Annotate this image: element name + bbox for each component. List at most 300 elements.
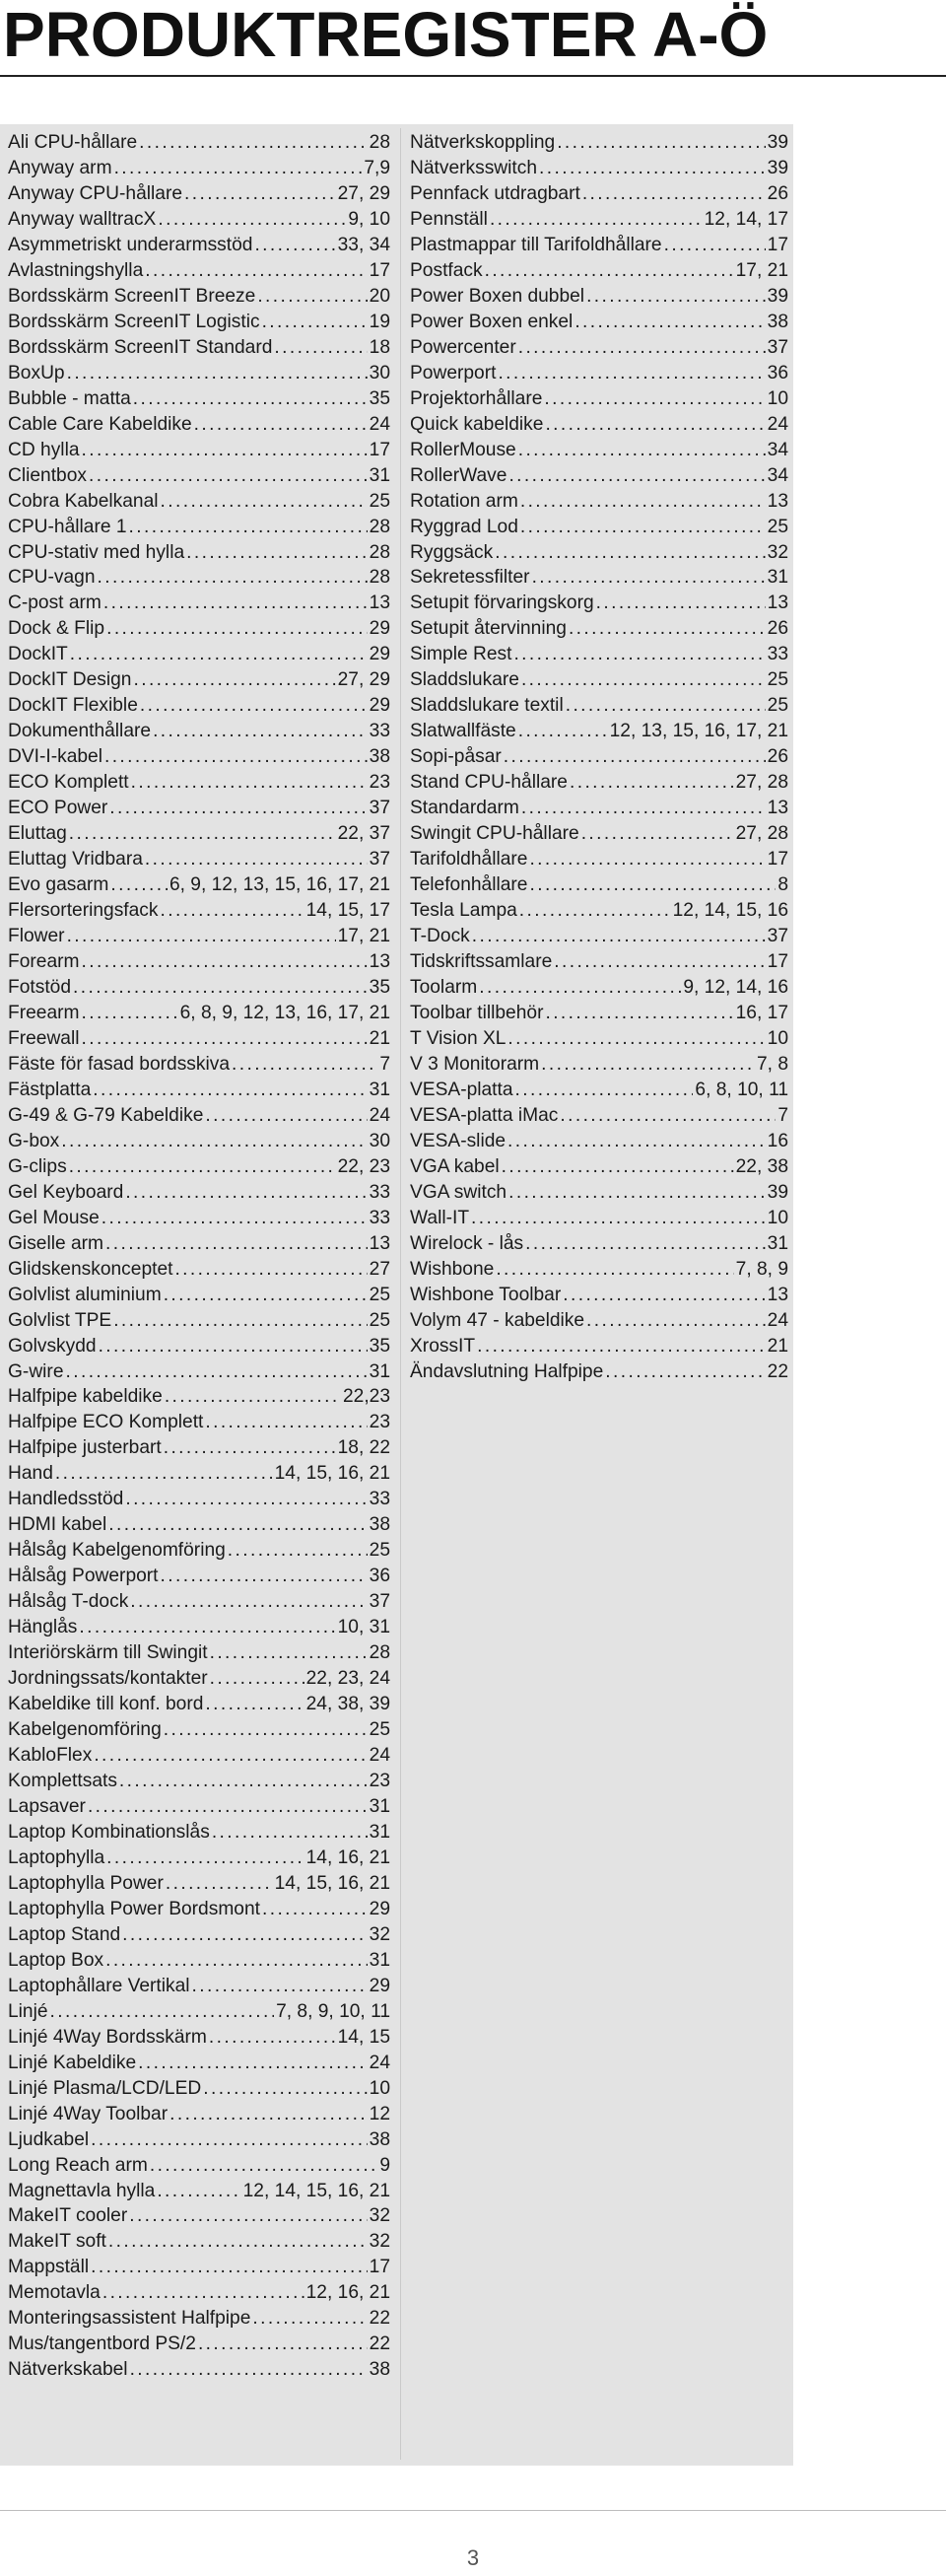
dot-leader xyxy=(114,156,363,181)
dot-leader xyxy=(125,1487,367,1512)
index-entry-pages: 33, 34 xyxy=(337,234,390,255)
index-entry-name: VGA kabel xyxy=(410,1155,500,1177)
dot-leader xyxy=(205,1410,367,1435)
index-entry xyxy=(8,821,390,847)
index-entry-pages: 22 xyxy=(369,2333,390,2355)
index-entry-name: Nätverksswitch xyxy=(410,157,538,178)
index-entry-name: Power Boxen enkel xyxy=(410,311,574,332)
dot-leader xyxy=(490,207,703,233)
index-entry-pages: 38 xyxy=(369,2359,390,2381)
dot-leader xyxy=(106,616,368,642)
index-entry xyxy=(8,1129,390,1154)
dot-leader xyxy=(582,181,766,207)
index-entry-pages: 17 xyxy=(369,259,390,281)
index-entry xyxy=(410,591,788,616)
dot-leader xyxy=(157,2179,240,2204)
index-entry-name: G-clips xyxy=(8,1155,67,1177)
index-entry-name: Ljudkabel xyxy=(8,2128,90,2150)
footer-rule xyxy=(0,2510,946,2511)
index-entry-name: Laptophylla Power xyxy=(8,1872,164,1894)
index-entry xyxy=(8,2229,390,2255)
index-entry-name: Laptop Kombinationslås xyxy=(8,1821,210,1843)
dot-leader xyxy=(508,463,765,489)
index-entry-pages: 37 xyxy=(767,926,788,947)
index-entry-pages: 24 xyxy=(767,413,788,435)
index-entry-name: Ali CPU-hållare xyxy=(8,132,138,153)
index-entry-name: Wishbone Toolbar xyxy=(410,1284,562,1305)
index-entry xyxy=(410,233,788,258)
index-entry xyxy=(8,463,390,489)
dot-leader xyxy=(82,1001,178,1026)
dot-leader xyxy=(262,1897,368,1922)
index-entry-pages: 29 xyxy=(369,1975,390,1996)
index-entry xyxy=(410,540,788,566)
dot-leader xyxy=(544,386,765,412)
index-entry-pages: 18 xyxy=(369,336,390,358)
index-entry-name: DockIT Design xyxy=(8,669,132,691)
index-entry-name: Sladdslukare textil xyxy=(410,695,564,717)
page-number: 3 xyxy=(466,2545,480,2570)
index-entry-name: Monteringsassistent Halfpipe xyxy=(8,2308,251,2330)
index-entry-name: Cobra Kabelkanal xyxy=(8,490,159,512)
index-entry-pages: 14, 15 xyxy=(337,2026,390,2048)
index-entry xyxy=(410,1231,788,1257)
dot-leader xyxy=(70,642,368,667)
index-entry xyxy=(8,770,390,796)
index-entry-pages: 6, 9, 12, 13, 15, 16, 17, 21 xyxy=(169,874,390,896)
dot-leader xyxy=(145,847,368,872)
index-entry-name: Golvlist TPE xyxy=(8,1309,112,1331)
index-entry xyxy=(410,1359,788,1385)
index-entry-pages: 38 xyxy=(369,746,390,768)
dot-leader xyxy=(596,591,766,616)
dot-leader xyxy=(477,1334,766,1359)
index-entry-pages: 25 xyxy=(369,1719,390,1741)
dot-leader xyxy=(145,258,367,284)
index-entry-name: BoxUp xyxy=(8,362,65,383)
dot-leader xyxy=(153,719,368,744)
index-entry-name: G-49 & G-79 Kabeldike xyxy=(8,1104,204,1126)
dot-leader xyxy=(515,1078,694,1103)
index-entry-name: Linjé xyxy=(8,2000,48,2022)
index-entry xyxy=(410,361,788,386)
index-entry-pages: 22, 37 xyxy=(337,823,390,845)
dot-leader xyxy=(103,591,368,616)
dot-leader xyxy=(586,1308,766,1334)
index-entry-name: Flower xyxy=(8,926,65,947)
index-entry xyxy=(8,1564,390,1589)
index-entry-pages: 27, 29 xyxy=(337,669,390,691)
dot-leader xyxy=(108,1512,367,1538)
dot-leader xyxy=(66,1359,368,1385)
index-entry xyxy=(8,1820,390,1845)
index-entry-name: Ryggrad Lod xyxy=(410,516,518,537)
index-entry xyxy=(410,181,788,207)
index-entry-pages: 17 xyxy=(369,2257,390,2278)
index-entry-name: Hänglås xyxy=(8,1617,78,1638)
index-entry-name: Sekretessfilter xyxy=(410,567,530,589)
index-entry-name: ECO Power xyxy=(8,798,108,819)
dot-leader xyxy=(82,438,368,463)
index-entry xyxy=(410,821,788,847)
dot-leader xyxy=(520,489,766,515)
index-entry-pages: 31 xyxy=(369,1821,390,1843)
dot-leader xyxy=(198,2332,368,2357)
index-entry xyxy=(8,693,390,719)
dot-leader xyxy=(101,1206,368,1231)
index-entry-name: Flersorteringsfack xyxy=(8,900,159,922)
index-entry xyxy=(8,667,390,693)
index-entry-pages: 9, 12, 14, 16 xyxy=(683,976,788,998)
index-entry xyxy=(8,1206,390,1231)
index-entry-pages: 13 xyxy=(767,592,788,614)
index-entry xyxy=(8,284,390,310)
index-entry xyxy=(8,616,390,642)
dot-leader xyxy=(79,1615,335,1640)
dot-leader xyxy=(566,693,766,719)
index-entry-pages: 12, 14, 15, 16, 21 xyxy=(242,2180,390,2201)
index-entry-pages: 24 xyxy=(767,1309,788,1331)
dot-leader xyxy=(274,335,367,361)
dot-leader xyxy=(161,1564,368,1589)
dot-leader xyxy=(122,1922,367,1948)
index-entry-name: Telefonhållare xyxy=(410,874,528,896)
index-entry xyxy=(8,515,390,540)
index-entry-name: Toolarm xyxy=(410,976,478,998)
dot-leader xyxy=(605,1359,765,1385)
dot-leader xyxy=(186,540,368,566)
index-entry-name: Golvskydd xyxy=(8,1335,97,1357)
index-entry xyxy=(410,1180,788,1206)
dot-leader xyxy=(125,1180,367,1206)
index-entry-pages: 24 xyxy=(369,1104,390,1126)
index-entry-name: Wall-IT xyxy=(410,1207,470,1228)
index-entry-name: Kabeldike till konf. bord xyxy=(8,1694,204,1715)
index-entry-name: CD hylla xyxy=(8,439,80,460)
dot-leader xyxy=(586,284,766,310)
index-entry-pages: 18, 22 xyxy=(337,1437,390,1459)
index-entry xyxy=(8,1999,390,2025)
index-entry xyxy=(8,2203,390,2229)
index-entry xyxy=(8,2332,390,2357)
index-entry xyxy=(410,847,788,872)
index-entry xyxy=(410,642,788,667)
dot-leader xyxy=(89,463,368,489)
index-entry xyxy=(410,1154,788,1180)
index-entry xyxy=(8,949,390,975)
index-entry xyxy=(8,1538,390,1564)
dot-leader xyxy=(164,1283,368,1308)
index-entry xyxy=(8,438,390,463)
index-entry-pages: 38 xyxy=(369,2128,390,2150)
dot-leader xyxy=(61,1129,367,1154)
dot-leader xyxy=(203,2076,367,2102)
dot-leader xyxy=(98,565,368,591)
index-entry-name: Interiörskärm till Swingit xyxy=(8,1642,208,1664)
index-entry-pages: 13 xyxy=(369,592,390,614)
index-entry-pages: 9 xyxy=(379,2154,390,2176)
index-entry xyxy=(8,1026,390,1052)
index-entry-pages: 30 xyxy=(369,362,390,383)
dot-leader xyxy=(228,1538,368,1564)
index-entry xyxy=(8,847,390,872)
dot-leader xyxy=(212,1820,368,1845)
index-entry xyxy=(8,1461,390,1487)
index-entry-name: Laptop Stand xyxy=(8,1923,121,1945)
index-entry-pages: 17, 21 xyxy=(337,926,390,947)
dot-leader xyxy=(110,872,168,898)
index-entry-name: C-post arm xyxy=(8,592,101,614)
dot-leader xyxy=(504,744,766,770)
index-entry-pages: 35 xyxy=(369,387,390,409)
index-entry xyxy=(410,616,788,642)
index-entry-pages: 32 xyxy=(767,541,788,563)
index-entry-name: T Vision XL xyxy=(410,1027,507,1049)
index-entry-name: Hålsåg T-dock xyxy=(8,1591,129,1613)
dot-leader xyxy=(140,693,368,719)
index-entry-name: Rotation arm xyxy=(410,490,518,512)
index-entry-name: Lapsaver xyxy=(8,1795,86,1817)
dot-leader xyxy=(133,386,368,412)
index-entry-pages: 36 xyxy=(767,362,788,383)
index-entry-name: Tarifoldhållare xyxy=(410,849,528,870)
index-entry xyxy=(8,207,390,233)
index-entry-pages: 14, 15, 16, 21 xyxy=(274,1463,390,1485)
index-entry xyxy=(410,1257,788,1283)
dot-leader xyxy=(166,1871,273,1897)
index-entry-pages: 31 xyxy=(369,1079,390,1100)
index-entry-name: Gel Mouse xyxy=(8,1207,100,1228)
dot-leader xyxy=(574,310,765,335)
index-entry xyxy=(410,130,788,156)
index-entry-pages: 22 xyxy=(767,1360,788,1382)
index-entry-name: Fästplatta xyxy=(8,1079,92,1100)
index-entry-pages: 28 xyxy=(369,567,390,589)
index-entry-name: CPU-hållare 1 xyxy=(8,516,127,537)
index-entry-pages: 25 xyxy=(369,1540,390,1562)
index-entry-name: Projektorhållare xyxy=(410,387,543,409)
index-entry-name: DockIT xyxy=(8,644,68,665)
index-entry-pages: 21 xyxy=(369,1027,390,1049)
dot-leader xyxy=(184,181,336,207)
index-entry xyxy=(410,1283,788,1308)
index-entry-name: VESA-platta iMac xyxy=(410,1104,559,1126)
index-entry-name: Linjé 4Way Toolbar xyxy=(8,2103,169,2124)
dot-leader xyxy=(252,2306,367,2332)
index-entry-pages: 10 xyxy=(767,1207,788,1228)
index-entry-pages: 25 xyxy=(767,669,788,691)
index-entry-pages: 28 xyxy=(369,132,390,153)
index-entry xyxy=(8,1743,390,1769)
dot-leader xyxy=(532,565,766,591)
index-entry-name: ECO Komplett xyxy=(8,772,129,794)
index-entry-name: MakeIT cooler xyxy=(8,2205,128,2227)
dot-leader xyxy=(50,1999,275,2025)
index-entry-pages: 13 xyxy=(767,798,788,819)
index-entry xyxy=(8,1052,390,1078)
index-entry xyxy=(8,2179,390,2204)
index-entry-pages: 22,23 xyxy=(342,1386,390,1408)
index-entry-pages: 22, 23 xyxy=(337,1155,390,1177)
dot-leader xyxy=(138,2051,368,2076)
dot-leader xyxy=(113,1308,367,1334)
dot-leader xyxy=(498,361,765,386)
index-entry-name: Linjé Kabeldike xyxy=(8,2052,137,2073)
dot-leader xyxy=(262,310,368,335)
index-entry-pages: 37 xyxy=(369,798,390,819)
index-column-right xyxy=(410,130,788,1384)
index-entry xyxy=(8,924,390,949)
index-column-left xyxy=(8,130,390,2383)
dot-leader xyxy=(232,1052,377,1078)
index-entry xyxy=(8,156,390,181)
index-entry-pages: 23 xyxy=(369,772,390,794)
index-entry-name: Halfpipe ECO Komplett xyxy=(8,1412,204,1433)
index-entry-name: Bordsskärm ScreenIT Breeze xyxy=(8,285,256,307)
index-entry xyxy=(410,770,788,796)
index-entry xyxy=(410,258,788,284)
index-entry-name: Eluttag xyxy=(8,823,67,845)
dot-leader xyxy=(194,412,368,438)
index-entry-pages: 7, 8, 9 xyxy=(735,1258,788,1280)
index-entry-pages: 12, 14, 15, 16 xyxy=(672,900,788,922)
index-entry xyxy=(410,949,788,975)
index-entry-pages: 39 xyxy=(767,157,788,178)
dot-leader xyxy=(129,2203,367,2229)
index-entry xyxy=(8,181,390,207)
index-entry-name: Gel Keyboard xyxy=(8,1181,124,1203)
index-entry xyxy=(8,1948,390,1974)
index-entry-name: Stand CPU-hållare xyxy=(410,772,568,794)
dot-leader xyxy=(108,2229,368,2255)
index-entry-pages: 10, 31 xyxy=(337,1617,390,1638)
dot-leader xyxy=(205,1103,367,1129)
index-entry-pages: 34 xyxy=(767,464,788,486)
dot-leader xyxy=(119,1769,368,1794)
dot-leader xyxy=(150,2153,377,2179)
dot-leader xyxy=(69,821,336,847)
index-entry xyxy=(410,693,788,719)
index-entry xyxy=(410,412,788,438)
dot-leader xyxy=(563,1283,765,1308)
index-entry-pages: 31 xyxy=(369,1949,390,1971)
index-entry-name: G-wire xyxy=(8,1360,64,1382)
index-entry xyxy=(410,1308,788,1334)
index-entry-name: Bubble - matta xyxy=(8,387,131,409)
index-entry-pages: 30 xyxy=(369,1130,390,1151)
index-entry xyxy=(8,1922,390,1948)
index-entry-name: DockIT Flexible xyxy=(8,695,138,717)
index-entry-pages: 25 xyxy=(767,516,788,537)
index-entry-pages: 6, 8, 9, 12, 13, 16, 17, 21 xyxy=(179,1002,390,1023)
column-divider xyxy=(400,128,401,2460)
index-entry-name: MakeIT soft xyxy=(8,2231,106,2253)
dot-leader xyxy=(557,130,765,156)
index-entry-pages: 24 xyxy=(369,1745,390,1767)
index-entry-name: Hålsåg Powerport xyxy=(8,1566,159,1587)
index-entry xyxy=(410,719,788,744)
index-entry-pages: 35 xyxy=(369,1335,390,1357)
index-entry xyxy=(8,1974,390,1999)
index-entry-pages: 25 xyxy=(369,1284,390,1305)
index-entry-pages: 28 xyxy=(369,1642,390,1664)
index-entry xyxy=(8,1001,390,1026)
index-entry xyxy=(8,1487,390,1512)
dot-leader xyxy=(471,1206,766,1231)
dot-leader xyxy=(569,616,766,642)
index-entry-pages: 33 xyxy=(369,1207,390,1228)
index-entry xyxy=(410,489,788,515)
index-entry-name: T-Dock xyxy=(410,926,470,947)
index-entry-pages: 20 xyxy=(369,285,390,307)
index-entry xyxy=(410,898,788,924)
index-entry-pages: 14, 15, 16, 21 xyxy=(274,1872,390,1894)
dot-leader xyxy=(160,898,304,924)
dot-leader xyxy=(94,1743,367,1769)
index-entry xyxy=(8,565,390,591)
dot-leader xyxy=(257,284,367,310)
index-entry xyxy=(8,2025,390,2051)
dot-leader xyxy=(513,642,765,667)
index-entry-pages: 31 xyxy=(767,1232,788,1254)
dot-leader xyxy=(55,1461,273,1487)
index-entry xyxy=(410,515,788,540)
dot-leader xyxy=(521,796,766,821)
dot-leader xyxy=(165,1384,341,1410)
index-entry-name: V 3 Monitorarm xyxy=(410,1053,540,1075)
index-entry-pages: 34 xyxy=(767,439,788,460)
index-entry xyxy=(410,463,788,489)
index-entry xyxy=(8,1512,390,1538)
index-entry-name: Glidskenskonceptet xyxy=(8,1258,173,1280)
index-entry-pages: 6, 8, 10, 11 xyxy=(695,1079,788,1100)
index-entry xyxy=(8,130,390,156)
index-entry xyxy=(8,2051,390,2076)
index-entry-name: VESA-platta xyxy=(410,1079,513,1100)
index-entry xyxy=(8,1257,390,1283)
index-entry-pages: 29 xyxy=(369,695,390,717)
index-entry xyxy=(8,1666,390,1692)
index-entry-name: Tesla Lampa xyxy=(410,900,517,922)
index-entry-pages: 10 xyxy=(369,2077,390,2099)
dot-leader xyxy=(529,872,776,898)
dot-leader xyxy=(521,667,766,693)
index-entry-name: Halfpipe justerbart xyxy=(8,1437,162,1459)
index-entry-pages: 13 xyxy=(369,1232,390,1254)
dot-leader xyxy=(104,744,368,770)
dot-leader xyxy=(67,924,336,949)
dot-leader xyxy=(518,719,608,744)
dot-leader xyxy=(129,515,368,540)
dot-leader xyxy=(518,438,766,463)
index-entry-pages: 37 xyxy=(767,336,788,358)
index-entry-pages: 33 xyxy=(767,644,788,665)
index-entry-name: Fotstöd xyxy=(8,976,71,998)
index-entry-name: Laptophylla xyxy=(8,1846,105,1868)
index-entry xyxy=(8,2280,390,2306)
dot-leader xyxy=(581,821,734,847)
index-entry-pages: 22 xyxy=(369,2308,390,2330)
index-entry xyxy=(410,386,788,412)
dot-leader xyxy=(67,361,368,386)
dot-leader xyxy=(174,1257,367,1283)
index-entry-name: Nätverkskoppling xyxy=(410,132,556,153)
index-entry-pages: 39 xyxy=(767,1181,788,1203)
index-entry-pages: 28 xyxy=(369,541,390,563)
dot-leader xyxy=(479,975,681,1001)
index-entry xyxy=(410,1001,788,1026)
index-entry xyxy=(410,156,788,181)
